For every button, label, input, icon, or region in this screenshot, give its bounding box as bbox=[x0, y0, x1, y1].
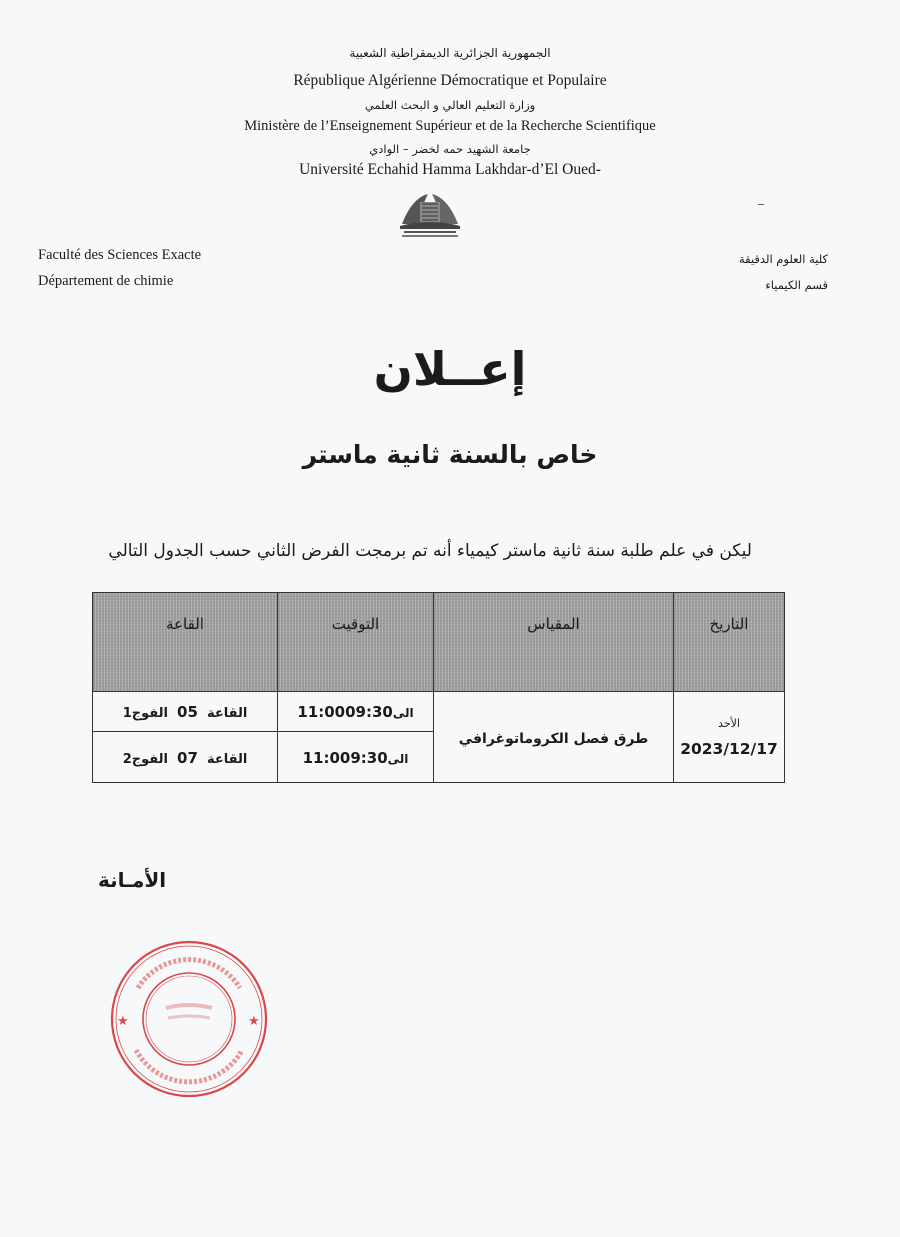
header-time: التوقيت bbox=[278, 593, 434, 692]
group-label: الفوج1 bbox=[122, 706, 168, 721]
header-ministry-fr: Ministère de l’Enseignement Supérieur et de la Recherche Scientifique bbox=[244, 118, 656, 134]
announcement-title: إعــلان bbox=[373, 342, 527, 396]
time-end: 11:00 bbox=[302, 748, 351, 767]
exam-schedule-table bbox=[92, 592, 785, 783]
room-number: 07 bbox=[177, 748, 198, 767]
time-cell bbox=[278, 692, 434, 732]
day-name: الأحد bbox=[718, 716, 740, 730]
svg-text:★: ★ bbox=[117, 1014, 129, 1029]
time-value bbox=[297, 703, 413, 721]
department-fr: Département de chimie bbox=[38, 273, 174, 289]
official-stamp-icon bbox=[108, 938, 270, 1100]
time-separator: الى bbox=[387, 751, 409, 766]
room-label: القاعة bbox=[206, 751, 248, 767]
header-module: المقياس bbox=[434, 593, 674, 692]
university-logo-icon bbox=[398, 188, 462, 238]
header-date: التاريخ bbox=[674, 593, 785, 692]
table-header-row bbox=[93, 593, 785, 692]
announcement-intro: ليكن في علم طلبة سنة ثانية ماستر كيمياء أنه تم برمجت الفرض الثاني حسب الجدول التالي bbox=[108, 541, 752, 561]
header-university-ar: جامعة الشهيد حمه لخضر – الوادي bbox=[369, 142, 531, 156]
header-room: القاعة bbox=[93, 593, 278, 692]
module-cell bbox=[434, 692, 674, 783]
room-value bbox=[122, 748, 248, 767]
time-start: 09:30 bbox=[345, 703, 393, 721]
faculty-fr: Faculté des Sciences Exacte bbox=[38, 247, 202, 263]
time-separator: الى bbox=[392, 706, 414, 720]
header-republic-fr: République Algérienne Démocratique et Populaire bbox=[293, 72, 607, 89]
date-cell bbox=[674, 692, 785, 783]
table-row bbox=[93, 692, 785, 732]
time-start: 9:30 bbox=[350, 748, 388, 767]
header-republic-ar: الجمهورية الجزائرية الديمقراطية الشعبية bbox=[349, 46, 551, 60]
announcement-subtitle: خاص بالسنة ثانية ماستر bbox=[302, 440, 598, 469]
group-label: الفوج2 bbox=[122, 751, 168, 767]
room-label: القاعة bbox=[206, 706, 248, 721]
header-ministry-ar: وزارة التعليم العالي و البحث العلمي bbox=[364, 98, 536, 112]
room-cell bbox=[93, 732, 278, 783]
header-university-fr: Université Echahid Hamma Lakhdar-d’El Oued- bbox=[299, 161, 601, 178]
exam-date: 2023/12/17 bbox=[680, 739, 778, 758]
secretariat-label: الأمـانة bbox=[98, 868, 167, 892]
time-end: 11:00 bbox=[297, 703, 346, 721]
room-cell bbox=[93, 692, 278, 732]
module-name: طرق فصل الكروماتوغرافي bbox=[458, 730, 649, 747]
scan-mark bbox=[758, 204, 764, 205]
time-value bbox=[303, 749, 409, 767]
faculty-ar: كلية العلوم الدقيقة bbox=[738, 252, 828, 266]
department-ar: قسم الكيمياء bbox=[765, 278, 828, 292]
room-number: 05 bbox=[177, 703, 198, 721]
room-value bbox=[122, 703, 248, 721]
svg-text:★: ★ bbox=[248, 1014, 260, 1029]
time-cell bbox=[278, 732, 434, 783]
